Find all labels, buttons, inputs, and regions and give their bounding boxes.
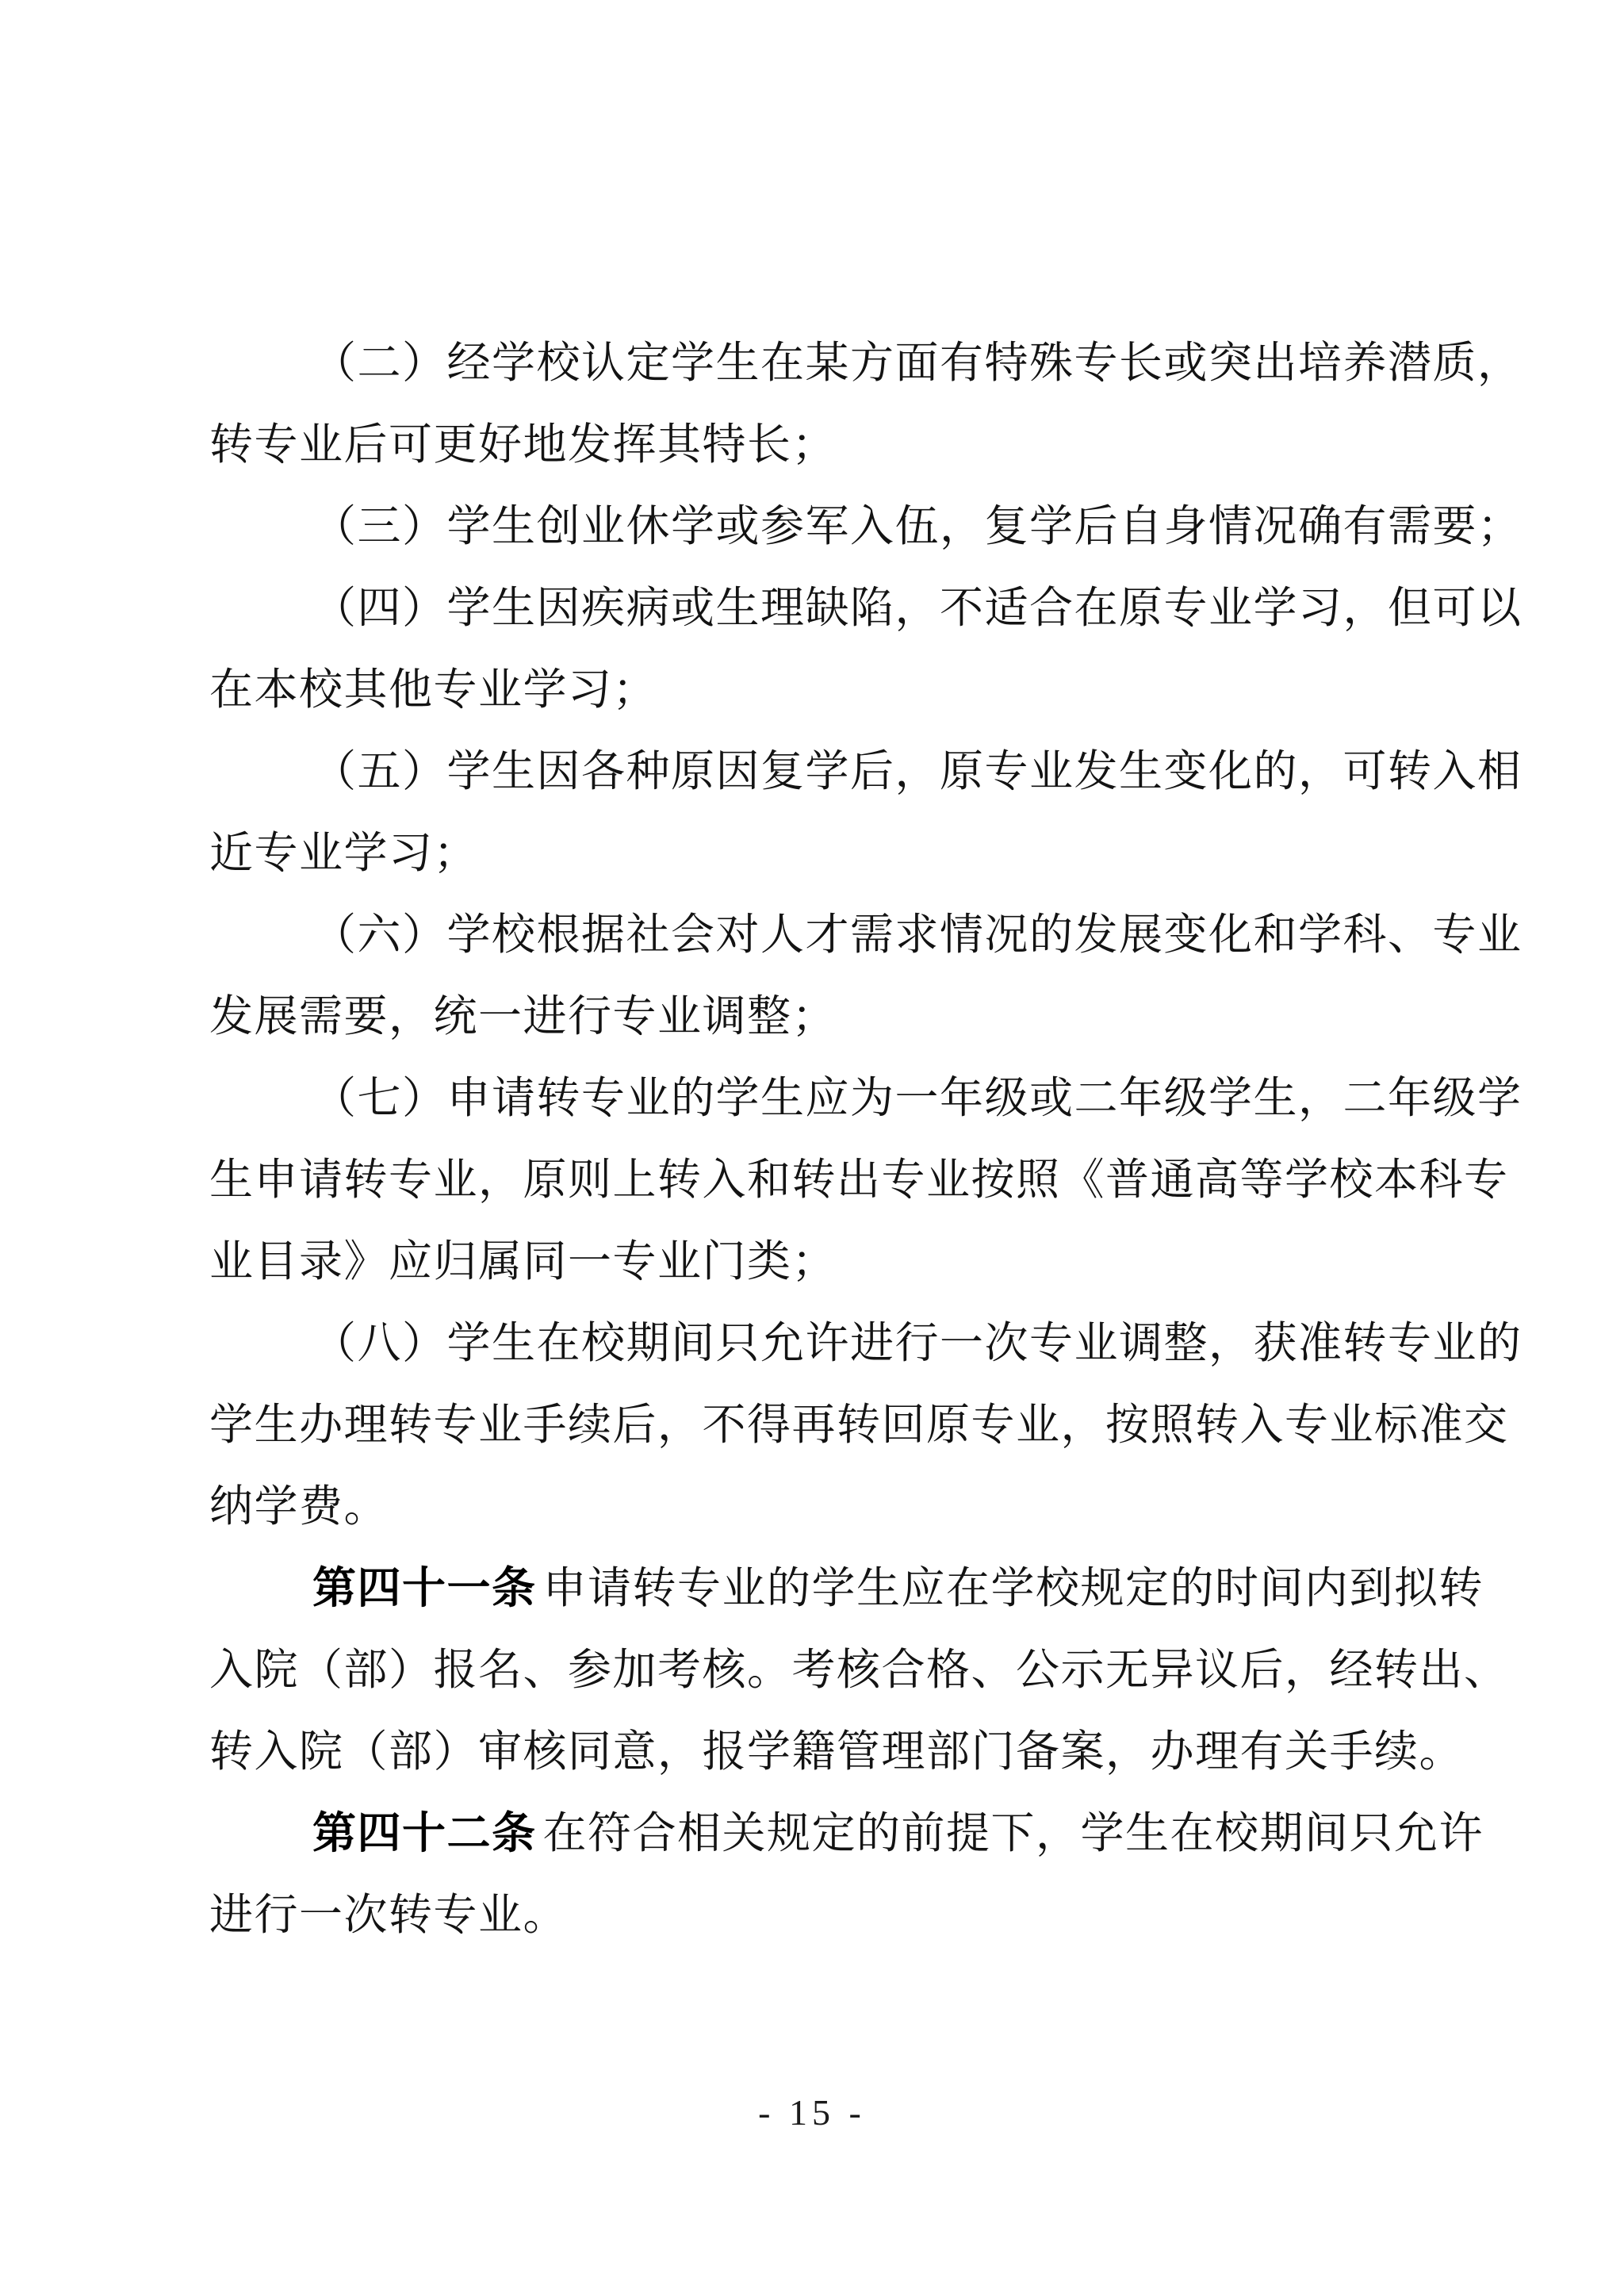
article-number: 第四十二条 bbox=[312, 1808, 537, 1857]
text-line bbox=[209, 1711, 1494, 1792]
article-number: 第四十一条 bbox=[312, 1563, 537, 1612]
document-body bbox=[209, 322, 1522, 1956]
line-text: 生申请转专业，原则上转入和转出专业按照《普通高等学校本科专 bbox=[209, 1156, 1509, 1204]
line-text: 学生办理转专业手续后，不得再转回原专业，按照转入专业标准交 bbox=[209, 1401, 1509, 1449]
line-text: 进行一次转专业。 bbox=[209, 1891, 569, 1939]
line-text: 业目录》应归属同一专业门类； bbox=[209, 1237, 837, 1286]
line-text: 在符合相关规定的前提下，学生在校期间只允许 bbox=[542, 1809, 1484, 1857]
text-line bbox=[209, 649, 1494, 730]
text-line bbox=[209, 567, 1522, 649]
line-text: （三）学生创业休学或参军入伍，复学后自身情况确有需要； bbox=[312, 502, 1522, 550]
text-line bbox=[209, 1792, 1494, 1874]
text-line bbox=[209, 322, 1522, 404]
line-text: 近专业学习； bbox=[209, 829, 479, 877]
line-text: （六）学校根据社会对人才需求情况的发展变化和学科、专业 bbox=[312, 910, 1522, 959]
text-line bbox=[209, 1384, 1509, 1466]
text-line bbox=[209, 1302, 1522, 1384]
text-line bbox=[209, 1629, 1509, 1711]
text-line bbox=[209, 812, 1494, 894]
line-text: （二）经学校认定学生在某方面有特殊专长或突出培养潜质， bbox=[312, 339, 1522, 387]
line-text: 入院（部）报名、参加考核。考核合格、公示无异议后，经转出、 bbox=[209, 1646, 1509, 1694]
text-line bbox=[209, 1466, 1494, 1547]
line-text: （七）申请转专业的学生应为一年级或二年级学生，二年级学 bbox=[312, 1074, 1522, 1122]
line-text: （五）学生因各种原因复学后，原专业发生变化的，可转入相 bbox=[312, 747, 1522, 795]
line-text: 纳学费。 bbox=[209, 1482, 389, 1531]
text-line bbox=[209, 404, 1494, 485]
text-line bbox=[209, 894, 1522, 976]
line-text: 发展需要，统一进行专业调整； bbox=[209, 992, 837, 1041]
text-line bbox=[209, 1057, 1522, 1139]
text-line bbox=[209, 730, 1522, 812]
line-text: （四）学生因疾病或生理缺陷，不适合在原专业学习，但可以 bbox=[312, 584, 1522, 632]
text-line bbox=[209, 485, 1522, 567]
text-line bbox=[209, 1874, 1494, 1956]
text-line bbox=[209, 976, 1494, 1057]
line-text: 在本校其他专业学习； bbox=[209, 665, 658, 714]
text-line bbox=[209, 1139, 1509, 1221]
line-text: 转入院（部）审核同意，报学籍管理部门备案，办理有关手续。 bbox=[209, 1727, 1465, 1776]
line-text: （八）学生在校期间只允许进行一次专业调整，获准转专业的 bbox=[312, 1319, 1522, 1367]
text-line bbox=[209, 1221, 1494, 1302]
page-number: - 15 - bbox=[758, 2092, 866, 2133]
text-line bbox=[209, 1547, 1494, 1629]
line-text: 转专业后可更好地发挥其特长； bbox=[209, 420, 837, 469]
line-text: 申请转专业的学生应在学校规定的时间内到拟转 bbox=[542, 1564, 1484, 1612]
